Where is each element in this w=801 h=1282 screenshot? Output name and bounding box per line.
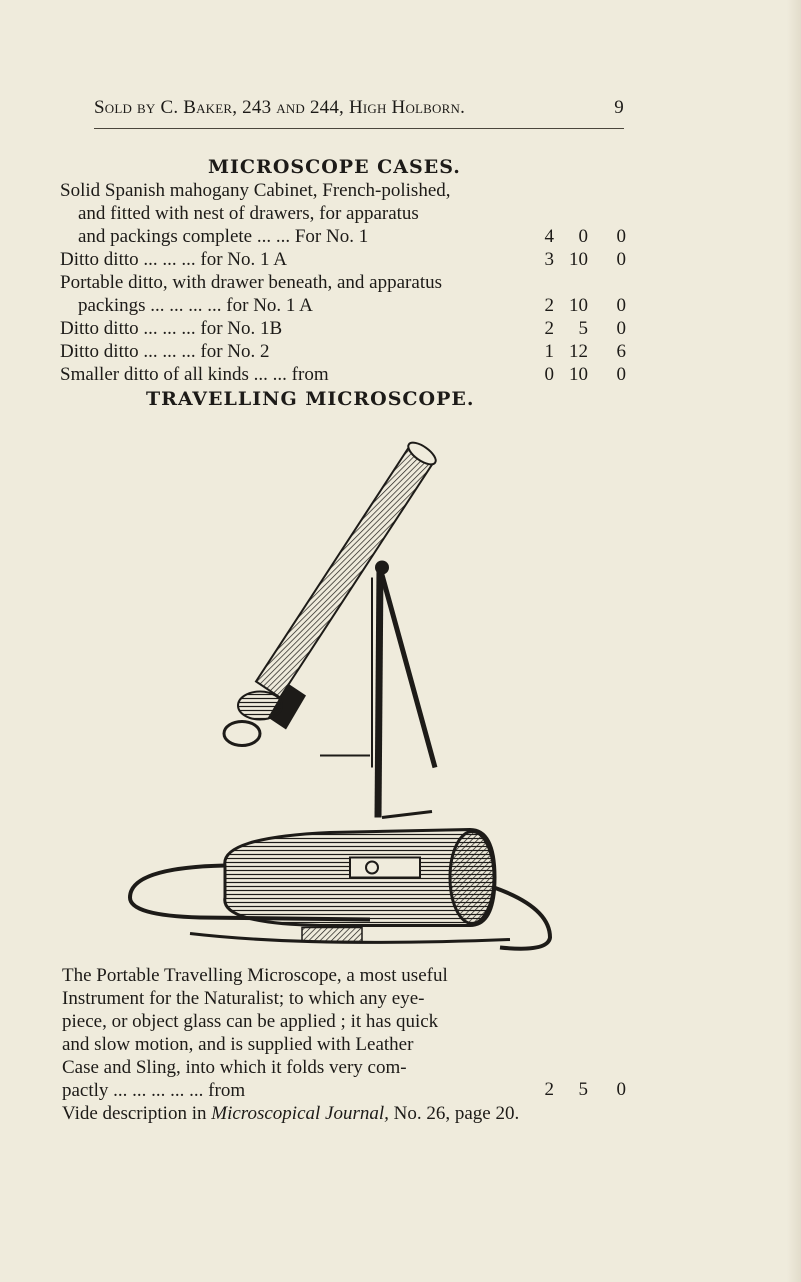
price-pounds: 3 <box>544 249 554 270</box>
price-pence: 0 <box>616 1079 626 1100</box>
case-line: Portable ditto, with drawer beneath, and apparatus <box>60 272 442 293</box>
case-line: Solid Spanish mahogany Cabinet, French-polished, <box>60 180 451 201</box>
price-pounds: 4 <box>544 226 554 247</box>
running-head <box>94 97 624 127</box>
travelling-microscope-engraving <box>110 420 590 995</box>
price-pounds: 2 <box>544 318 554 339</box>
vide-suffix: No. 26, page 20. <box>388 1103 520 1124</box>
case-line: and packings complete ... ... For No. 1 <box>78 226 369 247</box>
price-pounds: 2 <box>544 1079 554 1100</box>
price-pence: 0 <box>616 364 626 385</box>
page-edge-shadow <box>787 0 801 1282</box>
price-pence: 0 <box>616 249 626 270</box>
price-pence: 0 <box>616 226 626 247</box>
description-line: Case and Sling, into which it folds very com- <box>62 1057 407 1078</box>
case-line: and fitted with nest of drawers, for apparatus <box>78 203 419 224</box>
price-pounds: 0 <box>544 364 554 385</box>
case-line: Ditto ditto ... ... ... for No. 1B <box>60 318 283 339</box>
header-rule <box>94 128 624 129</box>
vide-prefix: Vide description in <box>62 1103 212 1124</box>
case-line: Ditto ditto ... ... ... for No. 1 A <box>60 249 287 270</box>
price-shillings: 0 <box>578 226 588 247</box>
description-line: piece, or object glass can be applied ; it has quick <box>62 1011 439 1032</box>
microscope-body-drawing <box>224 439 439 818</box>
price-shillings: 5 <box>578 318 588 339</box>
running-head-title: Sold by C. Baker, 243 and 244, High Holborn. <box>94 97 466 118</box>
price-shillings: 10 <box>569 295 588 316</box>
journal-title: Microscopical Journal, <box>211 1103 389 1124</box>
description-line: Instrument for the Naturalist; to which any eye- <box>62 988 425 1009</box>
description-line: and slow motion, and is supplied with Leather <box>62 1034 414 1055</box>
page-number: 9 <box>614 97 624 118</box>
price-shillings: 5 <box>578 1079 588 1100</box>
description-line: The Portable Travelling Microscope, a most useful <box>62 965 448 986</box>
price-shillings: 10 <box>569 249 588 270</box>
vide-reference <box>62 1102 519 1125</box>
price-shillings: 10 <box>569 364 588 385</box>
price-pence: 0 <box>616 318 626 339</box>
description-line: pactly ... ... ... ... ... from <box>62 1080 246 1101</box>
price-pence: 0 <box>616 295 626 316</box>
case-line: Ditto ditto ... ... ... for No. 2 <box>60 341 270 362</box>
microscope-cases-heading: MICROSCOPE CASES. <box>208 156 461 178</box>
price-shillings: 12 <box>569 341 588 362</box>
case-line: packings ... ... ... ... for No. 1 A <box>78 295 313 316</box>
price-pounds: 2 <box>544 295 554 316</box>
case-line: Smaller ditto of all kinds ... ... from <box>60 364 329 385</box>
travelling-microscope-heading: TRAVELLING MICROSCOPE. <box>146 388 475 410</box>
price-pounds: 1 <box>544 341 554 362</box>
leather-case-drawing <box>130 830 550 949</box>
price-pence: 6 <box>616 341 626 362</box>
